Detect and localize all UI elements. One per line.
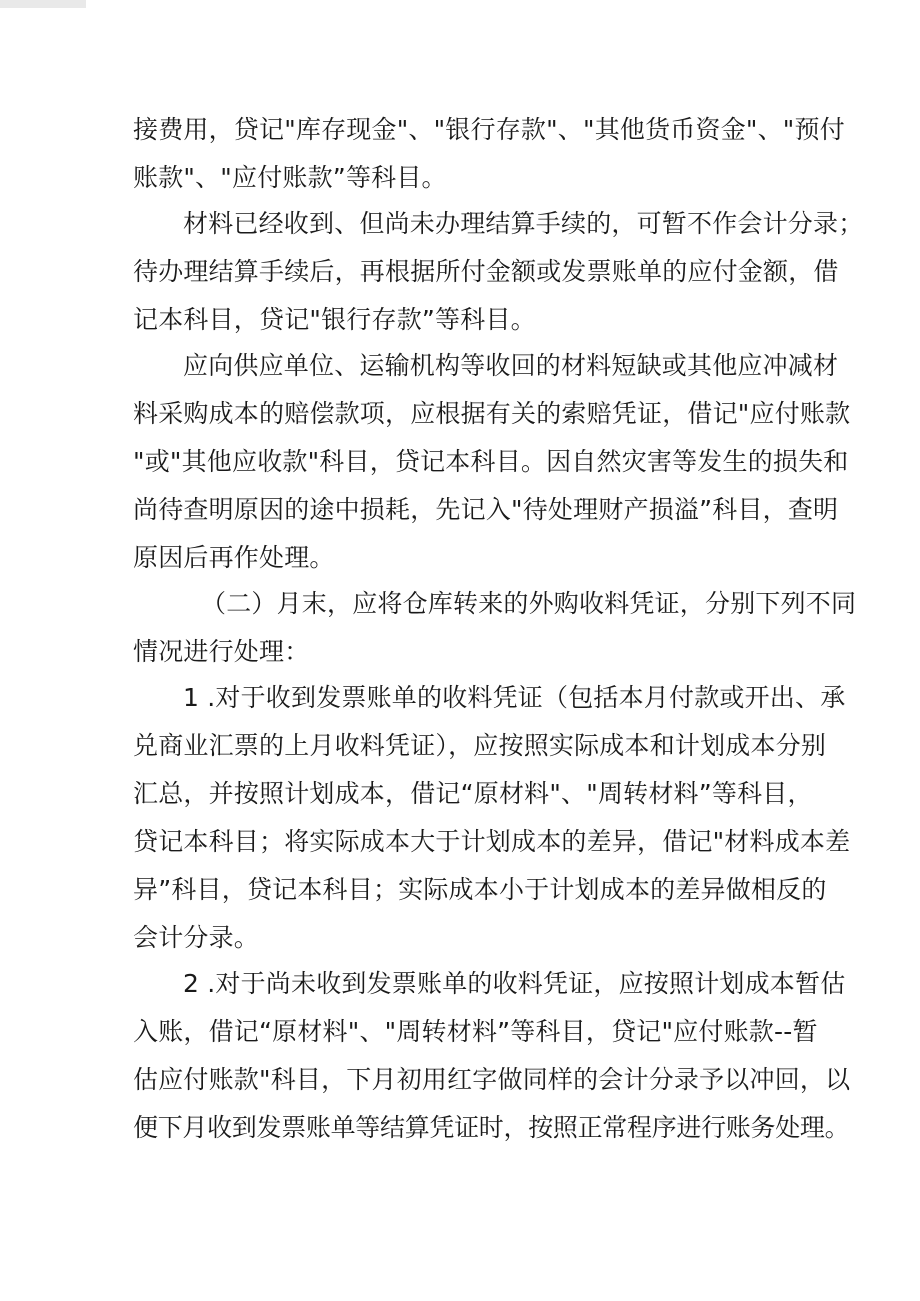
text-line: 情况进行处理：	[133, 637, 310, 666]
text-line: 尚待查明原因的途中损耗，先记入"待处理财产损溢”科目，查明	[133, 495, 839, 524]
text-line: 待办理结算手续后，再根据所付金额或发票账单的应付金额，借	[133, 257, 839, 286]
paragraph	[133, 968, 851, 1144]
paragraph	[133, 588, 857, 668]
text-line: 入账，借记“原材料"、"周转材料”等科目，贷记"应付账款--暂	[133, 1017, 818, 1046]
text-line: 会计分录。	[133, 923, 260, 952]
paragraph	[133, 114, 845, 194]
text-line: 估应付账款"科目，下月初用红字做同样的会计分录予以冲回，以	[133, 1065, 851, 1094]
text-line: （二）月末，应将仓库转来的外购收料凭证，分别下列不同	[201, 589, 857, 618]
text-line: 贷记本科目；将实际成本大于计划成本的差异，借记"材料成本差	[133, 827, 851, 856]
paragraph	[133, 682, 851, 954]
text-line: 汇总，并按照计划成本，借记“原材料"、"周转材料”等科目，	[133, 779, 813, 808]
text-line: 料采购成本的赔偿款项，应根据有关的索赔凭证，借记"应付账款	[133, 399, 851, 428]
text-line: 2 .对于尚未收到发票账单的收料凭证，应按照计划成本暂估	[183, 969, 846, 998]
text-line: "或"其他应收款"科目，贷记本科目。因自然灾害等发生的损失和	[133, 447, 849, 476]
text-line: 材料已经收到、但尚未办理结算手续的，可暂不作会计分录；	[183, 209, 864, 238]
text-line: 接费用，贷记"库存现金"、"银行存款"、"其他货币资金"、"预付	[133, 115, 845, 144]
text-line: 记本科目，贷记"银行存款”等科目。	[133, 305, 536, 334]
text-line: 兑商业汇票的上月收料凭证），应按照实际成本和计划成本分别	[133, 731, 827, 760]
text-line: 账款"、"应付账款”等科目。	[133, 163, 447, 192]
page-edge-mark	[0, 0, 86, 8]
text-line: 1 .对于收到发票账单的收料凭证（包括本月付款或开出、承	[183, 683, 846, 712]
text-line: 异”科目，贷记本科目；实际成本小于计划成本的差异做相反的	[133, 875, 827, 904]
text-line: 原因后再作处理。	[133, 543, 335, 572]
text-line: 应向供应单位、运输机构等收回的材料短缺或其他应冲减材	[183, 351, 839, 380]
text-line: 便下月收到发票账单等结算凭证时，按照正常程序进行账务处理。	[133, 1113, 850, 1142]
paragraph	[133, 208, 864, 336]
document-page	[133, 114, 864, 1144]
paragraph	[133, 350, 851, 574]
